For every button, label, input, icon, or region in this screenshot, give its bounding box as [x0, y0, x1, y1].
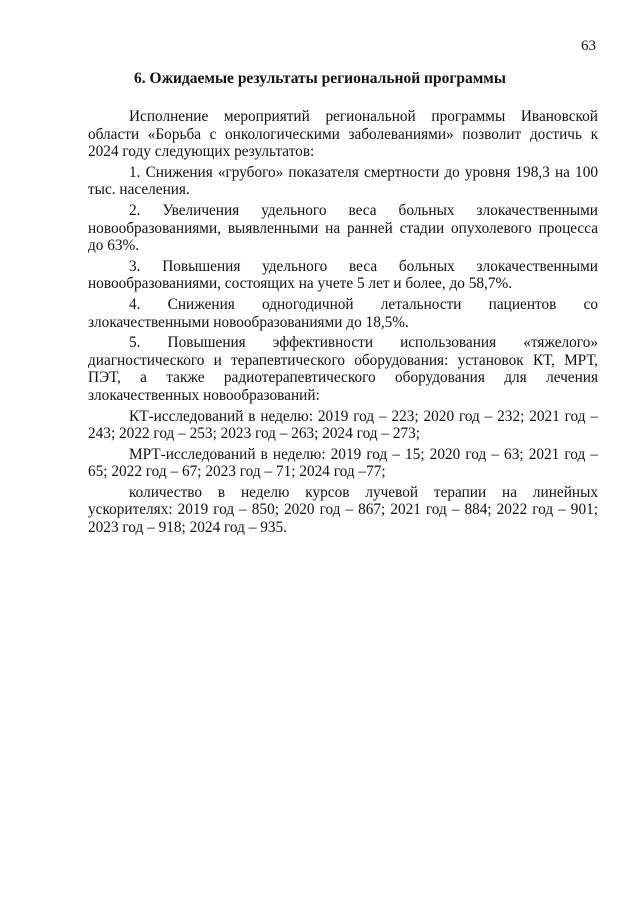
ct-studies-paragraph: КТ-исследований в неделю: 2019 год – 223; 2020 год – 232; 2021 год – 243; 2022 год – 253; 2023 год – 263; 2024 год – 273;	[88, 407, 598, 443]
result-item-4: 4. Снижения одногодичной летальности пациентов со злокачественными новообразованиями до 18,5%.	[88, 295, 598, 331]
mri-studies-paragraph: МРТ-исследований в неделю: 2019 год – 15; 2020 год – 63; 2021 год – 65; 2022 год – 67; 2023 год – 71; 2024 год –77;	[88, 445, 598, 481]
intro-paragraph: Исполнение мероприятий региональной программы Ивановской области «Борьба с онкологическими заболеваниями» позволит достичь к 2024 году следующих результатов:	[88, 108, 598, 161]
result-item-1: 1. Снижения «грубого» показателя смертности до уровня 198,3 на 100 тыс. населения.	[88, 163, 598, 199]
radiotherapy-courses-paragraph: количество в неделю курсов лучевой терапии на линейных ускорителях: 2019 год – 850; 2020 год – 867; 2021 год – 884; 2022 год – 901; 2023 год – 918; 2024 год – 935.	[88, 483, 598, 537]
result-item-3: 3. Повышения удельного веса больных злокачественными новообразованиями, состоящих на учете 5 лет и более, до 58,7%.	[88, 257, 598, 293]
section-body	[88, 108, 598, 537]
result-item-2: 2. Увеличения удельного веса больных злокачественными новообразованиями, выявленными на ранней стадии опухолевого процесса до 63%.	[88, 201, 598, 255]
page-number: 63	[581, 38, 596, 54]
section-heading: 6. Ожидаемые результаты региональной программы	[134, 70, 506, 87]
result-item-5: 5. Повышения эффективности использования «тяжелого» диагностического и терапевтического оборудования: установок КТ, МРТ, ПЭТ, а также радиотерапевтического оборудования для лечения злокачественных новообразований:	[88, 334, 598, 404]
